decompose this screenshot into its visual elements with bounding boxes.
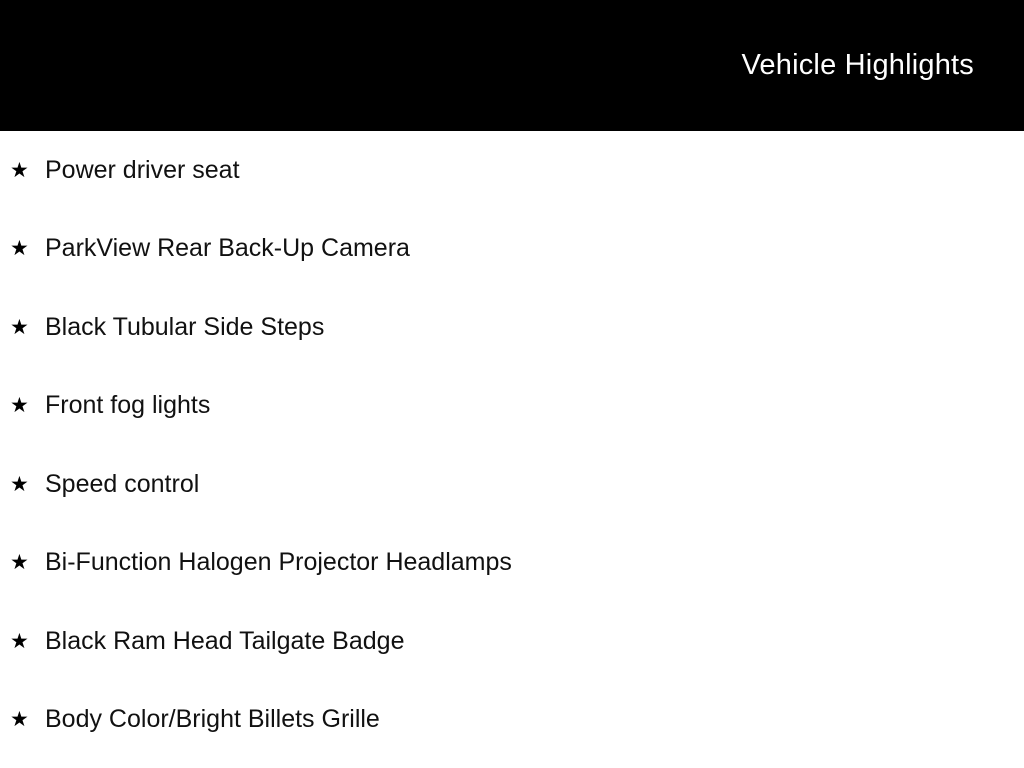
star-icon: ★ xyxy=(10,708,29,732)
list-item xyxy=(0,681,1024,760)
list-item-label: Body Color/Bright Billets Grille xyxy=(45,705,380,733)
list-item-label: Front fog lights xyxy=(45,391,211,419)
star-icon: ★ xyxy=(10,551,29,575)
star-icon: ★ xyxy=(10,394,29,418)
list-item-label: Black Ram Head Tailgate Badge xyxy=(45,626,405,655)
list-item-label: Speed control xyxy=(45,469,200,498)
header-bar xyxy=(0,0,1024,131)
list-item xyxy=(0,445,1024,524)
star-icon: ★ xyxy=(10,315,29,339)
star-icon: ★ xyxy=(10,158,29,182)
list-item-label: Power driver seat xyxy=(45,155,240,184)
list-item xyxy=(0,288,1024,367)
star-icon: ★ xyxy=(10,237,29,261)
star-icon: ★ xyxy=(10,472,29,496)
vehicle-highlights-list xyxy=(0,131,1024,759)
page-title: Vehicle Highlights xyxy=(741,49,974,81)
list-item-label: ParkView Rear Back-Up Camera xyxy=(45,234,410,262)
list-item xyxy=(0,210,1024,289)
list-item xyxy=(0,131,1024,210)
list-item xyxy=(0,602,1024,681)
list-item xyxy=(0,367,1024,446)
star-icon: ★ xyxy=(10,629,29,653)
list-item xyxy=(0,524,1024,603)
list-item-label: Bi-Function Halogen Projector Headlamps xyxy=(45,548,512,576)
list-item-label: Black Tubular Side Steps xyxy=(45,312,325,341)
